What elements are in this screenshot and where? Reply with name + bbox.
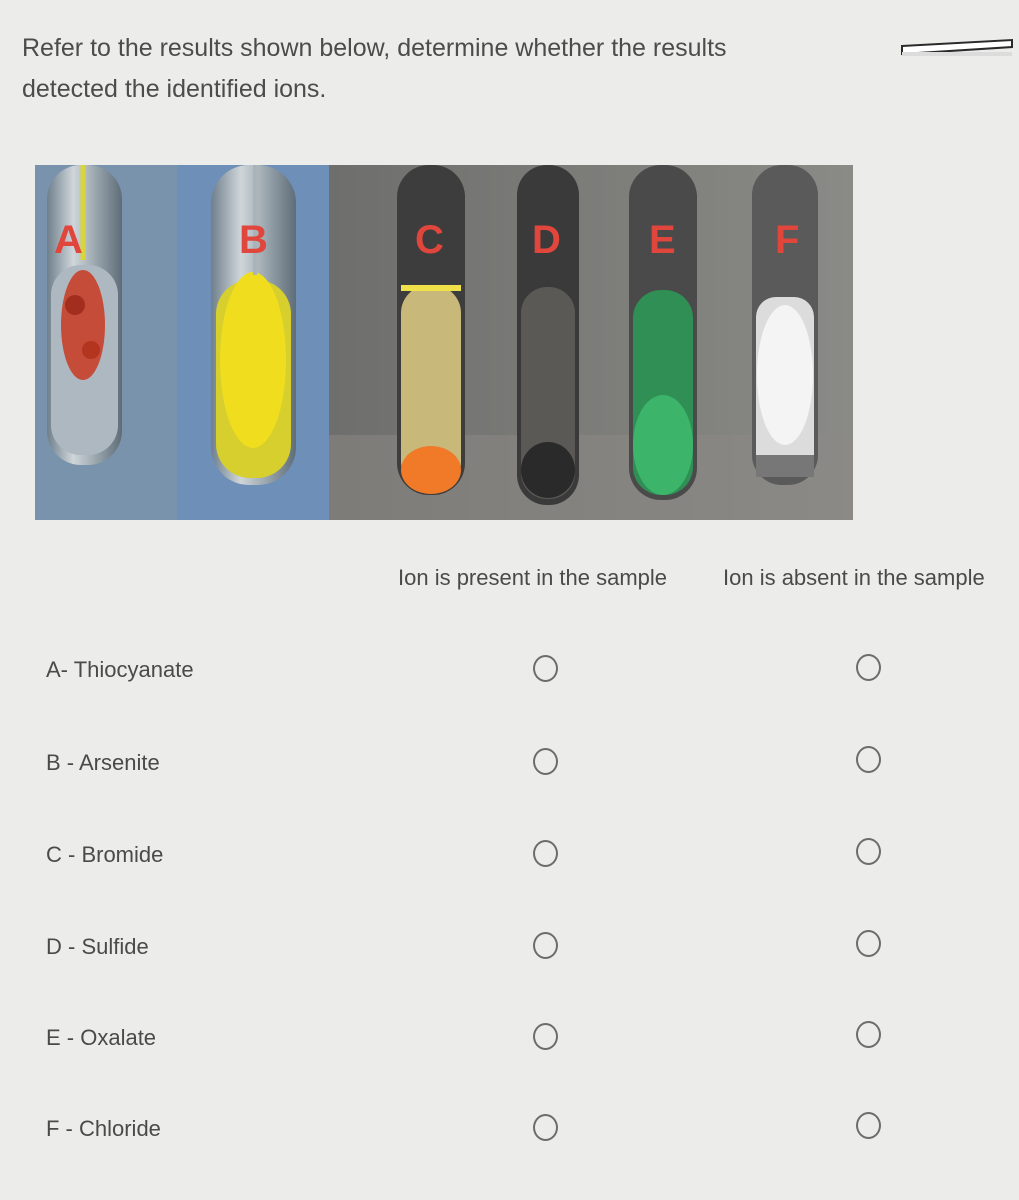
tube-d — [517, 165, 579, 505]
radio-present-chloride[interactable] — [533, 1114, 558, 1141]
radio-present-oxalate[interactable] — [533, 1023, 558, 1050]
question-line-2: detected the identified ions. — [22, 75, 327, 103]
question-line-1: Refer to the results shown below, determine whether the results — [22, 34, 727, 62]
radio-absent-arsenite[interactable] — [856, 746, 881, 773]
tube-label-b: B — [239, 218, 268, 262]
radio-present-sulfide[interactable] — [533, 932, 558, 959]
radio-present-thiocyanate[interactable] — [533, 655, 558, 682]
column-header-present: Ion is present in the sample — [398, 565, 668, 590]
radio-absent-oxalate[interactable] — [856, 1021, 881, 1048]
column-header-absent: Ion is absent in the sample — [723, 565, 985, 590]
question-text — [22, 28, 862, 110]
test-tubes-photo — [35, 165, 853, 520]
row-label: F - Chloride — [46, 1116, 161, 1141]
row-label: C - Bromide — [46, 842, 164, 867]
radio-present-arsenite[interactable] — [533, 748, 558, 775]
row-label: D - Sulfide — [46, 934, 149, 959]
tube-label-f: F — [775, 218, 800, 262]
tube-label-e: E — [649, 218, 676, 262]
tube-label-d: D — [532, 218, 561, 262]
tube-label-a: A — [54, 218, 83, 262]
tube-a — [47, 165, 122, 465]
radio-absent-chloride[interactable] — [856, 1112, 881, 1139]
tube-c — [397, 165, 465, 495]
row-label: E - Oxalate — [46, 1025, 157, 1050]
tube-b — [211, 165, 296, 485]
tube-label-c: C — [415, 218, 444, 262]
radio-absent-thiocyanate[interactable] — [856, 654, 881, 681]
tube-e — [629, 165, 697, 500]
radio-absent-bromide[interactable] — [856, 838, 881, 865]
radio-present-bromide[interactable] — [533, 840, 558, 867]
corner-mark — [900, 38, 1015, 60]
row-label: A- Thiocyanate — [46, 657, 194, 682]
tube-f — [752, 165, 818, 485]
row-label: B - Arsenite — [46, 750, 160, 775]
radio-absent-sulfide[interactable] — [856, 930, 881, 957]
